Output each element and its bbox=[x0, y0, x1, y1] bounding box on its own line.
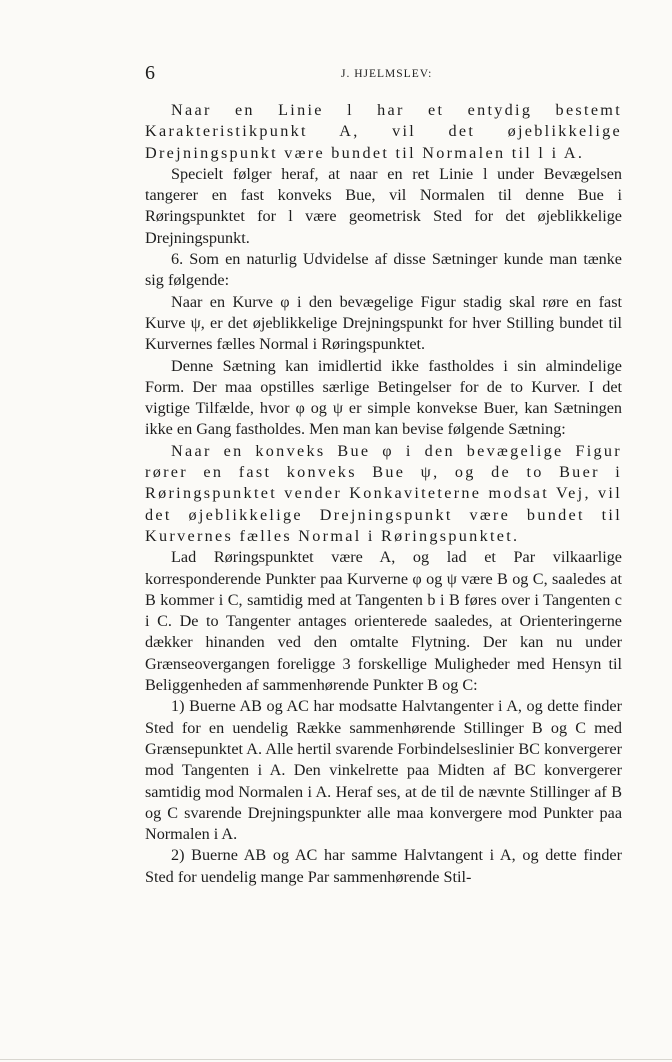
paragraph-proof-setup: Lad Røringspunktet være A, og lad et Par vilkaarlige korresponderende Punkter paa Kurverne φ og ψ være B og C, saaledes at B kommer i C, samtidig med at Tangenten b i B føres over i Tangenten c i C. De to Tangenter antages orienterede saaledes, at Orienteringerne dækker hinanden ved den omtalte Flytning. Der kan nu under Grænseovergangen foreligge 3 forskellige Muligheder med Hensyn til Beliggenheden af sammenhørende Punkter B og C: bbox=[145, 548, 622, 695]
paragraph-corollary: Specielt følger heraf, at naar en ret Linie l under Bevægelsen tangerer en fast konveks Bue, vil Normalen til denne Bue i Røringspunktet for l være geometrisk Sted for det øjeblikkelige Drejningspunkt. bbox=[145, 164, 622, 247]
paragraph-theorem-2: Naar en konveks Bue φ i den bevægelige Figur rører en fast konveks Bue ψ, og de to Buer i Røringspunktet vender Konkaviteterne modsat Vej, vil det øjeblikkelige Drejningspunkt være bundet til Kurvernes fælles Normal i Røringspunktet. bbox=[145, 441, 622, 545]
paragraph-section-6: 6. Som en naturlig Udvidelse af disse Sætninger kunde man tænke sig følgende: bbox=[145, 250, 622, 290]
paragraph-conjecture: Naar en Kurve φ i den bevægelige Figur stadig skal røre en fast Kurve ψ, er det øjeblikkelige Drejningspunkt for hver Stilling bundet til Kurvernes fælles Normal i Røringspunktet. bbox=[145, 292, 622, 354]
running-head: J. HJELMSLEV: bbox=[341, 68, 433, 80]
paragraph-case-2: 2) Buerne AB og AC har samme Halvtangent i A, og dette finder Sted for uendelig mange Par sammenhørende Stil- bbox=[145, 846, 622, 886]
page-number: 6 bbox=[145, 62, 155, 84]
page-header bbox=[145, 62, 622, 88]
paragraph-theorem-1: Naar en Linie l har et entydig bestemt Karakteristikpunkt A, vil det øjeblikkelige Drejningspunkt være bundet til Normalen til l i A. bbox=[145, 101, 622, 162]
paragraph-restriction: Denne Sætning kan imidlertid ikke fastholdes i sin almindelige Form. Der maa opstilles særlige Betingelser for de to Kurver. I det vigtige Tilfælde, hvor φ og ψ er simple konvekse Buer, kan Sætningen ikke en Gang fastholdes. Men man kan bevise følgende Sætning: bbox=[145, 356, 622, 439]
paragraph-case-1: 1) Buerne AB og AC har modsatte Halvtangenter i A, og dette finder Sted for en uendelig Række sammenhørende Stillinger B og C med Grænsepunktet A. Alle hertil svarende Forbindelseslinier BC konvergerer mod Tangenten i A. Den vinkelrette paa Midten af BC konvergerer samtidig mod Normalen i A. Heraf ses, at de til de nævnte Stillinger af B og C svarende Drejningspunkter alle maa konvergere mod Punkter paa Normalen i A. bbox=[145, 697, 622, 844]
page-edge-line bbox=[0, 1059, 672, 1060]
body-text bbox=[145, 100, 622, 888]
